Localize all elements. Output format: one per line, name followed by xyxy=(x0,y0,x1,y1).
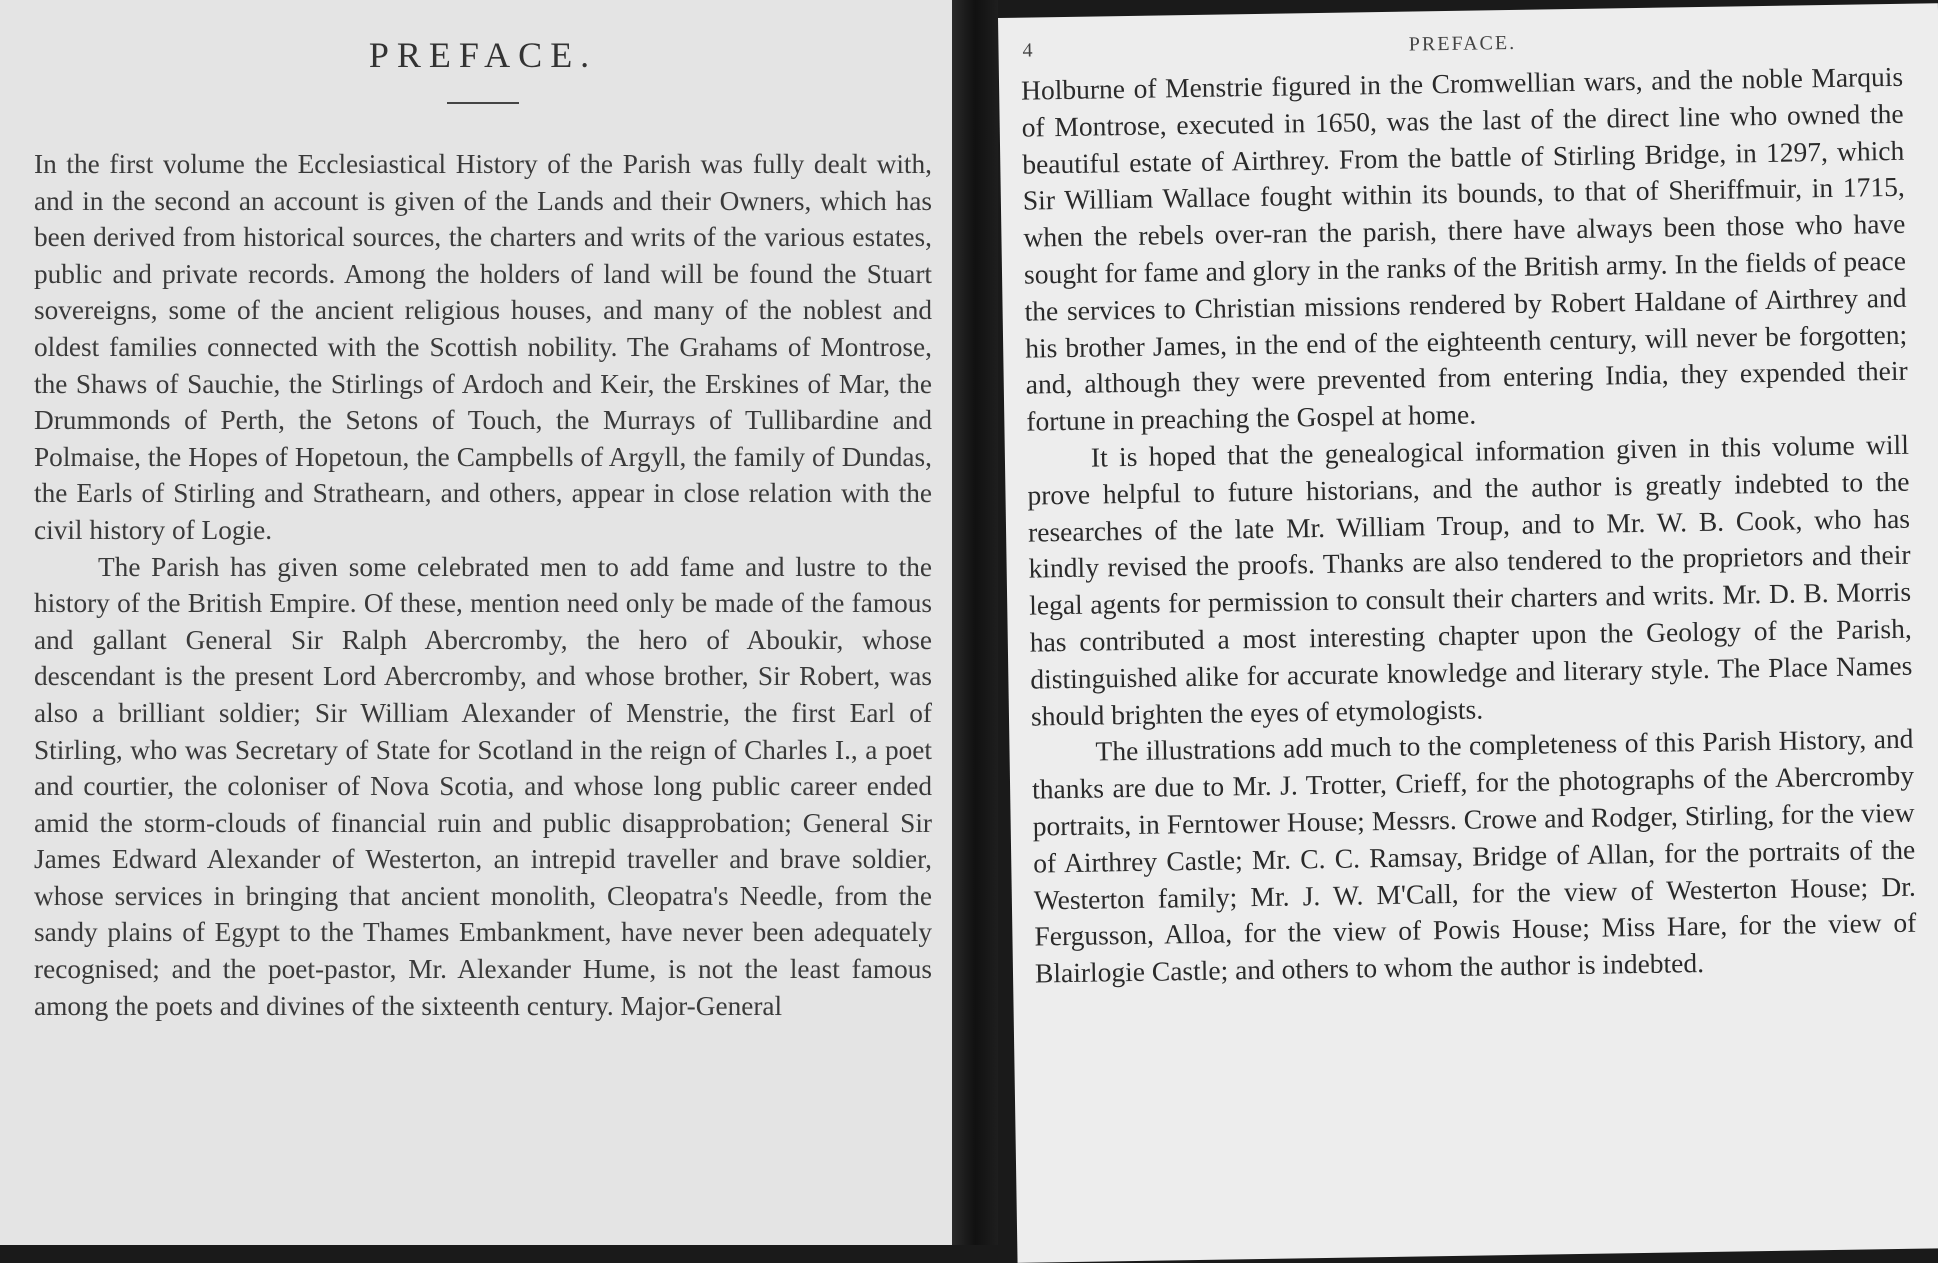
book-gutter xyxy=(952,0,998,1245)
page-title: PREFACE. xyxy=(368,35,598,75)
preface-paragraph-2: The Parish has given some celebrated men to add fame and lustre to the history of the British Empire. Of these, mention need only be made of the famous and gallant General Sir Ralph Abercromby, the hero of Aboukir, whose descendant is the present Lord Abercromby, and whose brother, Sir Robert, was also a brilliant soldier; Sir William Alexander of Menstrie, the first Earl of Stirling, who was Secretary of State for Scotland in the reign of Charles I., a poet and courtier, the coloniser of Nova Scotia, and whose long public career ended amid the storm-clouds of financial ruin and public disapprobation; General Sir James Edward Alexander of Westerton, an intrepid traveller and brave soldier, whose services in bringing that ancient monolith, Cleopatra's Needle, from the sandy plains of Egypt to the Thames Embankment, have never been adequately recognised; and the poet-pastor, Mr. Alexander Hume, is not the least famous among the poets and divines of the sixteenth century. Major-General xyxy=(34,551,932,1021)
page-number: 4 xyxy=(1022,39,1035,62)
preface-paragraph-5: The illustrations add much to the completeness of this Parish History, and thanks are due to Mr. J. Trotter, Crieff, for the photographs of the Abercromby portraits, in Ferntower House; Messrs. Crowe and Rodger, Stirling, for the view of Airthrey Castle; Mr. C. C. Ramsay, Bridge of Allan, for the portraits of the Westerton family; Mr. J. W. M'Call, for the view of Westerton House; Dr. Fergusson, Alloa, for the view of Powis House; Miss Hare, for the view of Blairlogie Castle; and others to whom the author is indebted. xyxy=(1031,723,1917,989)
preface-paragraph-1: In the first volume the Ecclesiastical History of the Parish was fully dealt with, and in the second an account is given of the Lands and their Owners, which has been derived from historical sources, the charters and writs of the various estates, public and private records. Among the holders of land will be found the Stuart sovereigns, some of the ancient religious houses, and many of the noblest and oldest families connected with the Scottish nobility. The Grahams of Montrose, the Shaws of Sauchie, the Stirlings of Ardoch and Keir, the Erskines of Mar, the Drummonds of Perth, the Setons of Touch, the Murrays of Tullibardine and Polmaise, the Hopes of Hopetoun, the Campbells of Argyll, the family of Dundas, the Earls of Stirling and Strathearn, and others, appear in close relation with the civil history of Logie. xyxy=(34,149,932,545)
title-rule xyxy=(447,102,519,104)
running-head xyxy=(1022,26,1902,63)
right-page xyxy=(998,3,1938,1263)
running-head-title: PREFACE. xyxy=(1408,31,1517,56)
preface-paragraph-4: It is hoped that the genealogical information given in this volume will prove helpful to future historians, and the author is greatly indebted to the researches of the late Mr. William Troup, and to Mr. W. B. Cook, who has kindly revised the proofs. Thanks are also tendered to the proprietors and their legal agents for permission to consult their charters and writs. Mr. D. B. Morris has contributed a most interesting chapter upon the Geology of the Parish, distinguished alike for accurate knowledge and literary style. The Place Names should brighten the eyes of etymologists. xyxy=(1027,428,1913,732)
left-page xyxy=(0,0,952,1245)
preface-paragraph-3: Holburne of Menstrie figured in the Cromwellian wars, and the noble Marquis of Montrose, executed in 1650, was the last of the direct line who owned the beautiful estate of Airthrey. From the battle of Stirling Bridge, in 1297, which Sir William Wallace fought within its bounds, to that of Sheriffmuir, in 1715, when the rebels over-ran the parish, there have always been those who have sought for fame and glory in the ranks of the British army. In the fields of peace the services to Christian missions rendered by Robert Haldane of Airthrey and his brother James, in the end of the eighteenth century, will never be forgotten; and, although they were prevented from entering India, they expended their fortune in preaching the Gospel at home. xyxy=(1020,60,1908,437)
